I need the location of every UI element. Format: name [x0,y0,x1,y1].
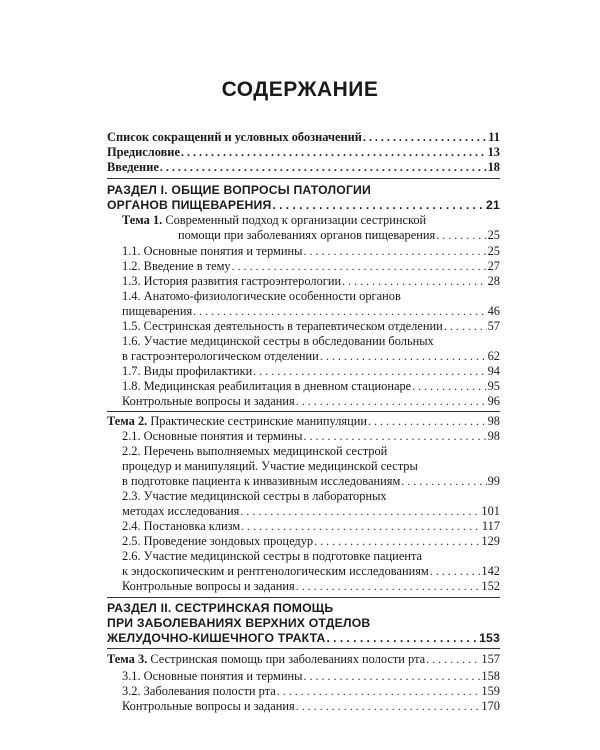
dot-leader [368,414,487,429]
toc-entry-text: 2.3. Участие медицинской сестры в лабораторных [122,489,387,503]
dot-leader [401,474,486,489]
toc-entry-text: 1.8. Медицинская реабилитация в дневном стационаре [122,379,412,393]
section-title-line: ПРИ ЗАБОЛЕВАНИЯХ ВЕРХНИХ ОТДЕЛОВ [107,616,371,630]
toc-entry-text: ОРГАНОВ ПИЩЕВАРЕНИЯ [107,198,272,212]
toc-entry-1-4[interactable] [122,304,500,319]
toc-page-number: 18 [487,160,500,174]
dot-leader [160,160,487,175]
toc-page-number: 11 [488,130,500,144]
toc-entry-text: 1.4. Анатомо-физиологические особенности органов [122,289,401,303]
toc-entry-text: Предисловие [107,145,180,159]
toc-page-number: 21 [486,198,500,212]
toc-entry-text: в подготовке пациента к инвазивным исследованиям [122,474,401,488]
toc-page-number: 101 [481,504,500,518]
section-title-line: РАЗДЕЛ II. СЕСТРИНСКАЯ ПОМОЩЬ [107,601,334,615]
toc-entry-2-6[interactable] [122,564,500,579]
toc-page-number: 153 [479,631,500,645]
page-title: СОДЕРЖАНИЕ [221,78,379,101]
toc-page-number: 129 [481,534,500,548]
toc-page-number: 152 [481,579,500,593]
toc-entry-1-3[interactable] [122,274,500,289]
dot-leader [277,684,481,699]
toc-page-number: 95 [487,379,500,393]
toc-entry-3-1[interactable] [122,669,500,684]
toc-page-number: 158 [481,669,500,683]
toc-entry-text: 1.3. История развития гастроэнтерологии [122,274,342,288]
dot-leader [296,699,481,714]
toc-page-number: 13 [487,145,500,159]
dot-leader [241,519,481,534]
toc-entry-2-2[interactable] [122,474,500,489]
toc-page-number: 98 [487,414,500,428]
topic-2-heading [107,414,367,429]
topic-title-line: Современный подход к организации сестринской [165,213,427,227]
dot-leader [444,319,487,334]
toc-entry-text: помощи при заболеваниях органов пищеварения [178,228,436,242]
toc-entry-text: Контрольные вопросы и задания [122,394,295,408]
toc-entry-abbreviations[interactable] [107,130,500,145]
toc-entry-preface[interactable] [107,145,500,160]
topic-title-line: Сестринская помощь при заболеваниях полости рта [150,652,426,666]
topic-3-heading [107,652,425,667]
toc-entry-topic-1-questions[interactable] [122,394,500,409]
dot-leader [296,394,487,409]
toc-page-number: 25 [487,228,500,242]
dot-leader [430,564,481,579]
toc-entry-topic-2-questions[interactable] [122,579,500,594]
toc-page-number: 99 [487,474,500,488]
toc-entry-text: Контрольные вопросы и задания [122,699,295,713]
topic-label: Тема 3. [107,652,148,666]
toc-entry-text: методах исследования [122,504,240,518]
toc-page-number: 25 [487,244,500,258]
toc-entry-topic-3-questions[interactable] [122,699,500,714]
dot-leader [436,228,486,243]
dot-leader [272,198,485,213]
toc-page-number: 98 [487,429,500,443]
toc-entry-text: 3.1. Основные понятия и термины [122,669,303,683]
toc-page-number: 117 [481,519,500,533]
toc-entry-topic-1[interactable] [178,228,500,243]
toc-entry-text: 1.7. Виды профилактики [122,364,253,378]
toc-entry-2-4[interactable] [122,519,500,534]
toc-entry-text: Введение [107,160,159,174]
toc-entry-text: 1.6. Участие медицинской сестры в обследовании больных [122,334,434,348]
toc-page-number: 96 [487,394,500,408]
toc-entry-text: Контрольные вопросы и задания [122,579,295,593]
dot-leader [232,259,487,274]
toc-entry-text: 1.5. Сестринская деятельность в терапевтическом отделении [122,319,443,333]
toc-page-number: 27 [487,259,500,273]
dot-leader [181,145,487,160]
toc-entry-1-7[interactable] [122,364,500,379]
toc-entry-introduction[interactable] [107,160,500,175]
dot-leader [320,349,487,364]
topic-label: Тема 1. [122,213,163,227]
toc-entry-1-5[interactable] [122,319,500,334]
dot-leader [240,504,480,519]
toc-entry-text: 3.2. Заболевания полости рта [122,684,276,698]
dot-leader [342,274,486,289]
toc-entry-section-1[interactable] [107,198,500,213]
toc-page-number: 157 [481,652,500,666]
toc-entry-1-8[interactable] [122,379,500,394]
dot-leader [326,631,478,646]
toc-entry-text: 1.2. Введение в тему [122,259,231,273]
dot-leader [363,130,487,145]
topic-title-line: Практические сестринские манипуляции [150,414,367,428]
topic-label: Тема 2. [107,414,148,428]
toc-entry-text: в гастроэнтерологическом отделении [122,349,319,363]
toc-entry-text: ЖЕЛУДОЧНО-КИШЕЧНОГО ТРАКТА [107,631,326,645]
topic-1-heading [122,213,426,228]
dot-leader [426,652,480,667]
dot-leader [412,379,486,394]
toc-page-number: 94 [487,364,500,378]
dot-leader [303,429,486,444]
toc-entry-topic-3[interactable] [107,652,500,667]
toc-page-number: 142 [481,564,500,578]
toc-entry-2-3[interactable] [122,504,500,519]
toc-entry-text: 2.5. Проведение зондовых процедур [122,534,314,548]
divider [107,178,500,179]
dot-leader [193,304,486,319]
toc-entry-3-2[interactable] [122,684,500,699]
toc-entry-1-1[interactable] [122,244,500,259]
toc-page-number: 159 [481,684,500,698]
toc-page-number: 46 [487,304,500,318]
dot-leader [303,244,486,259]
toc-entry-2-5[interactable] [122,534,500,549]
dot-leader [314,534,480,549]
toc-entry-text: 2.6. Участие медицинской сестры в подготовке пациента [122,549,423,563]
toc-page-number: 62 [487,349,500,363]
toc-page-number: 57 [487,319,500,333]
divider [107,648,500,649]
dot-leader [253,364,486,379]
toc-page-number: 170 [481,699,500,713]
toc-entry-text: Список сокращений и условных обозначений [107,130,362,144]
section-title-line: РАЗДЕЛ I. ОБЩИЕ ВОПРОСЫ ПАТОЛОГИИ [107,183,371,197]
divider [107,597,500,598]
toc-entry-text: пищеварения [122,304,193,318]
toc-entry-text: процедур и манипуляций. Участие медицинской сестры [122,459,418,473]
dot-leader [296,579,481,594]
toc-page-number: 28 [487,274,500,288]
toc-entry-section-2[interactable] [107,631,500,646]
divider [107,411,500,412]
toc-entry-text: 1.1. Основные понятия и термины [122,244,303,258]
toc-entry-text: 2.1. Основные понятия и термины [122,429,303,443]
toc-entry-text: 2.4. Постановка клизм [122,519,241,533]
toc-entry-1-6[interactable] [122,349,500,364]
toc-entry-topic-2[interactable] [107,414,500,429]
toc-entry-1-2[interactable] [122,259,500,274]
dot-leader [303,669,480,684]
toc-entry-2-1[interactable] [122,429,500,444]
toc-entry-text: к эндоскопическим и рентгенологическим исследованиям [122,564,429,578]
toc-entry-text: 2.2. Перечень выполняемых медицинской сестрой [122,444,388,458]
